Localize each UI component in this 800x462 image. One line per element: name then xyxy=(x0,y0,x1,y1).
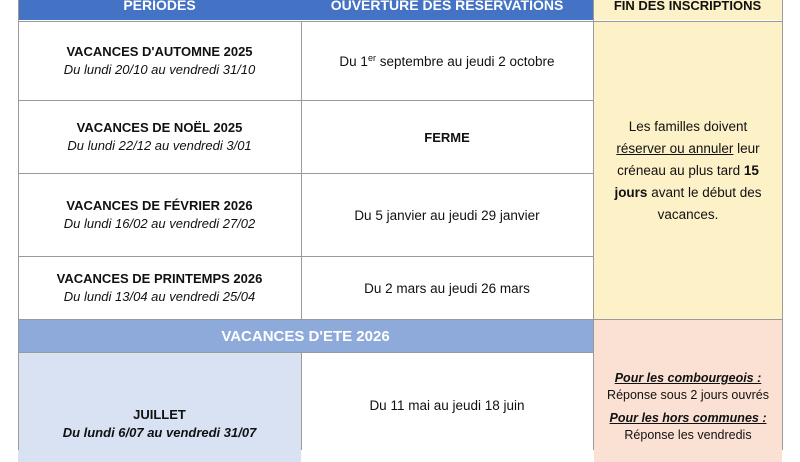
border-right xyxy=(782,0,783,450)
ete-note-cell xyxy=(594,320,782,462)
border-h1 xyxy=(18,100,594,101)
period-dates: Du lundi 6/07 au vendredi 31/07 xyxy=(62,425,257,440)
header-periodes-label: PERIODES xyxy=(123,0,196,13)
period-title: VACANCES DE PRINTEMPS 2026 xyxy=(56,271,263,286)
note-text-hors-communes: Réponse les vendredis xyxy=(624,428,752,442)
fin-note-line2: réserver ou annuler leur xyxy=(616,140,760,156)
ete-band xyxy=(18,320,593,352)
fin-note-cell xyxy=(594,22,782,319)
border-h5 xyxy=(18,352,594,353)
period-dates: Du lundi 22/12 au vendredi 3/01 xyxy=(67,138,252,153)
border-left xyxy=(18,0,19,450)
period-cell-noel xyxy=(18,101,301,173)
border-h3 xyxy=(18,256,594,257)
open-text: Du 5 janvier au jeudi 29 janvier xyxy=(354,207,540,223)
border-h2 xyxy=(18,173,594,174)
note-text-combourgeois: Réponse sous 2 jours ouvrés xyxy=(607,388,769,402)
period-dates: Du lundi 13/04 au vendredi 25/04 xyxy=(63,289,256,304)
ete-band-label: VACANCES D'ETE 2026 xyxy=(221,327,390,345)
border-h4 xyxy=(18,319,783,320)
period-cell-juillet xyxy=(18,352,301,462)
period-cell-printemps xyxy=(18,257,301,319)
open-cell-juillet xyxy=(301,352,593,462)
open-cell-fevrier xyxy=(301,174,593,256)
period-cell-fevrier xyxy=(18,174,301,256)
open-cell-automne xyxy=(301,22,593,100)
fin-note-line3: créneau au plus tard 15 xyxy=(617,162,759,178)
fin-note-line4: jours avant le début des xyxy=(614,184,762,200)
open-cell-printemps xyxy=(301,257,593,319)
border-col1 xyxy=(301,22,302,320)
open-cell-noel xyxy=(301,101,593,173)
fin-note-line1: Les familles doivent xyxy=(628,118,748,134)
header-fin-label: FIN DES INSCRIPTIONS xyxy=(613,0,762,13)
period-title: VACANCES DE NOËL 2025 xyxy=(76,120,243,135)
period-title: VACANCES DE FÉVRIER 2026 xyxy=(66,198,253,213)
open-text: Du 11 mai au jeudi 18 juin xyxy=(369,398,525,413)
period-dates: Du lundi 16/02 au vendredi 27/02 xyxy=(63,216,256,231)
fin-note-line5: vacances. xyxy=(657,206,719,222)
border-col1-lower xyxy=(301,352,302,450)
note-head-hors-communes: Pour les hors communes : xyxy=(609,411,767,425)
header-ouverture-label: OUVERTURE DES RESERVATIONS xyxy=(330,0,564,13)
header-ouverture xyxy=(301,0,593,20)
ferme-label: FERME xyxy=(424,129,470,145)
period-cell-automne xyxy=(18,22,301,100)
header-periodes xyxy=(18,0,301,20)
open-text: Du 1er septembre au jeudi 2 octobre xyxy=(339,53,555,69)
note-head-combourgeois: Pour les combourgeois : xyxy=(614,371,762,385)
border-col2 xyxy=(593,0,594,450)
border-h-header xyxy=(18,21,783,22)
period-title: JUILLET xyxy=(133,407,186,422)
period-title: VACANCES D'AUTOMNE 2025 xyxy=(66,44,253,59)
period-dates: Du lundi 20/10 au vendredi 31/10 xyxy=(63,62,256,77)
open-text: Du 2 mars au jeudi 26 mars xyxy=(364,280,530,296)
header-fin xyxy=(593,0,782,20)
